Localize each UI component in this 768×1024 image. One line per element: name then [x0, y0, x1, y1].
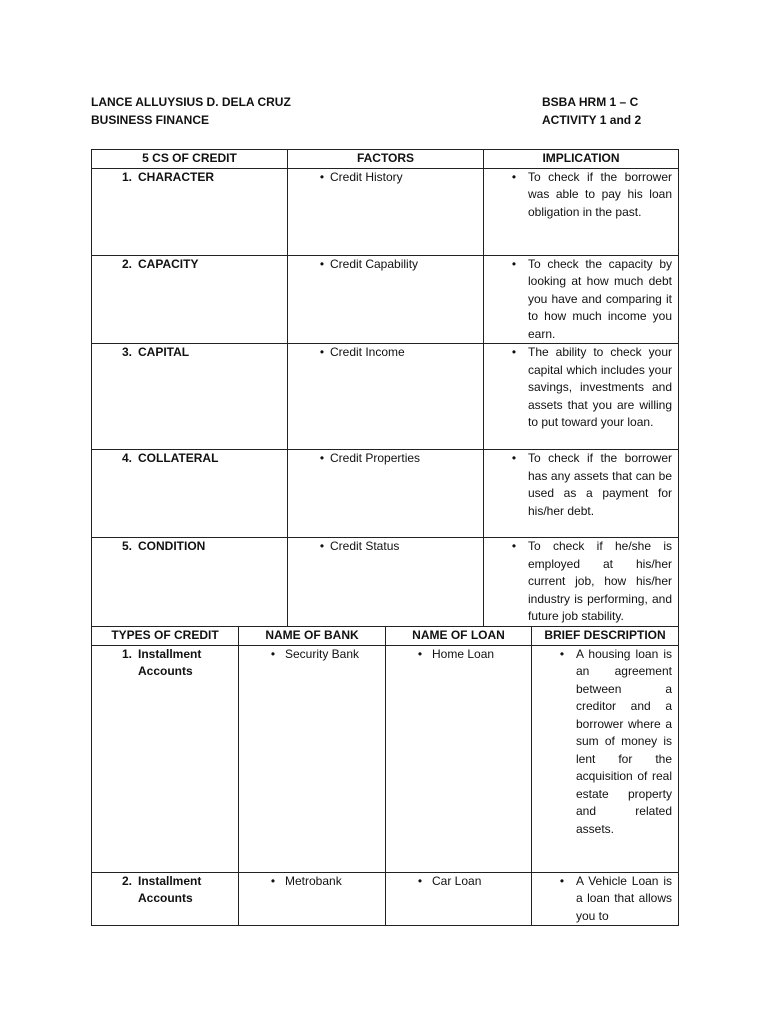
table-header-row	[92, 627, 679, 646]
implication-cell	[484, 538, 679, 627]
row-number: 5.	[121, 539, 132, 553]
bullet-icon: •	[559, 646, 565, 661]
factor-text: Credit Status	[330, 539, 400, 553]
credit-c-cell	[92, 344, 288, 450]
description-cell	[532, 872, 679, 926]
row-number: 4.	[121, 451, 132, 465]
bullet-icon: •	[511, 451, 517, 465]
factor-text: Credit Capability	[330, 256, 419, 271]
credit-c-name: CAPITAL	[138, 345, 190, 359]
description-text: A Vehicle Loan is a loan that allows you to	[576, 873, 672, 923]
factor-cell	[288, 168, 484, 255]
factor-cell	[288, 450, 484, 538]
credit-c-cell	[92, 538, 288, 627]
bullet-icon: •	[559, 873, 565, 888]
table-row	[92, 168, 679, 255]
bullet-icon: •	[319, 256, 325, 271]
bullet-icon: •	[511, 256, 517, 271]
bullet-icon: •	[511, 539, 517, 553]
table-row	[92, 645, 679, 872]
bullet-icon: •	[511, 345, 517, 359]
column-header: BRIEF DESCRIPTION	[532, 627, 679, 646]
bank-cell	[239, 645, 386, 872]
factor-text: Credit Properties	[330, 451, 421, 465]
credit-type-text: Installment Accounts	[138, 646, 202, 678]
description-text: A housing loan is an agreement between a creditor and a borrower where a sum of money is lent for the acquisition of real estate property and related assets.	[576, 646, 672, 836]
bullet-icon: •	[417, 873, 423, 888]
bullet-icon: •	[319, 345, 325, 359]
description-cell	[532, 645, 679, 872]
implication-text: To check if the borrower was able to pay his loan obligation in the past.	[528, 169, 672, 219]
factor-cell	[288, 344, 484, 450]
credit-c-name: CAPACITY	[138, 256, 199, 271]
credit-type-text: Installment Accounts	[138, 873, 202, 905]
bullet-icon: •	[319, 539, 325, 553]
bank-cell	[239, 872, 386, 926]
subject-name: BUSINESS FINANCE	[91, 113, 210, 127]
row-number: 2.	[121, 873, 132, 888]
implication-text: The ability to check your capital which includes your savings, investments and assets that you are willing to put toward your loan.	[528, 345, 672, 429]
table-row	[92, 450, 679, 538]
credit-c-cell	[92, 450, 288, 538]
column-header: FACTORS	[288, 150, 484, 169]
credit-c-cell	[92, 255, 288, 344]
credit-c-cell	[92, 168, 288, 255]
implication-text: To check if the borrower has any assets that can be used as a payment for his/her debt.	[528, 451, 672, 518]
loan-cell	[386, 645, 532, 872]
table-row	[92, 255, 679, 344]
types-of-credit-table	[91, 626, 679, 926]
loan-name: Car Loan	[432, 873, 482, 888]
student-name: LANCE ALLUYSIUS D. DELA CRUZ	[91, 95, 291, 109]
row-number: 1.	[121, 646, 132, 661]
credit-c-name: CONDITION	[138, 539, 206, 553]
bullet-icon: •	[417, 646, 423, 661]
credit-c-name: COLLATERAL	[138, 451, 219, 465]
course-section: BSBA HRM 1 – C	[542, 95, 639, 109]
implication-cell	[484, 344, 679, 450]
five-cs-table	[91, 149, 679, 627]
factor-text: Credit History	[330, 169, 403, 184]
column-header: 5 CS OF CREDIT	[92, 150, 288, 169]
loan-cell	[386, 872, 532, 926]
implication-cell	[484, 168, 679, 255]
bullet-icon: •	[319, 169, 325, 184]
column-header: NAME OF BANK	[239, 627, 386, 646]
implication-cell	[484, 450, 679, 538]
factor-cell	[288, 255, 484, 344]
bank-name: Metrobank	[285, 873, 342, 888]
activity-title: ACTIVITY 1 and 2	[542, 113, 642, 127]
loan-name: Home Loan	[432, 646, 495, 661]
bullet-icon: •	[270, 873, 276, 888]
table-row	[92, 538, 679, 627]
row-number: 3.	[121, 345, 132, 359]
table-row	[92, 344, 679, 450]
implication-text: To check the capacity by looking at how much debt you have and comparing it to how much income you earn.	[528, 256, 672, 341]
column-header: TYPES OF CREDIT	[92, 627, 239, 646]
credit-type-cell	[92, 872, 239, 926]
row-number: 1.	[121, 169, 132, 184]
student-info	[91, 93, 291, 129]
table-row	[92, 872, 679, 926]
column-header: IMPLICATION	[484, 150, 679, 169]
course-info	[542, 93, 641, 129]
table-header-row	[92, 150, 679, 169]
credit-type-cell	[92, 645, 239, 872]
bullet-icon: •	[270, 646, 276, 661]
factor-cell	[288, 538, 484, 627]
bullet-icon: •	[319, 451, 325, 465]
bullet-icon: •	[511, 169, 517, 184]
implication-text: To check if he/she is employed at his/her current job, how his/her industry is performing, and future job stability.	[528, 539, 672, 623]
implication-cell	[484, 255, 679, 344]
column-header: NAME OF LOAN	[386, 627, 532, 646]
factor-text: Credit Income	[330, 345, 405, 359]
credit-c-name: CHARACTER	[138, 169, 214, 184]
row-number: 2.	[121, 256, 132, 271]
bank-name: Security Bank	[285, 646, 360, 661]
